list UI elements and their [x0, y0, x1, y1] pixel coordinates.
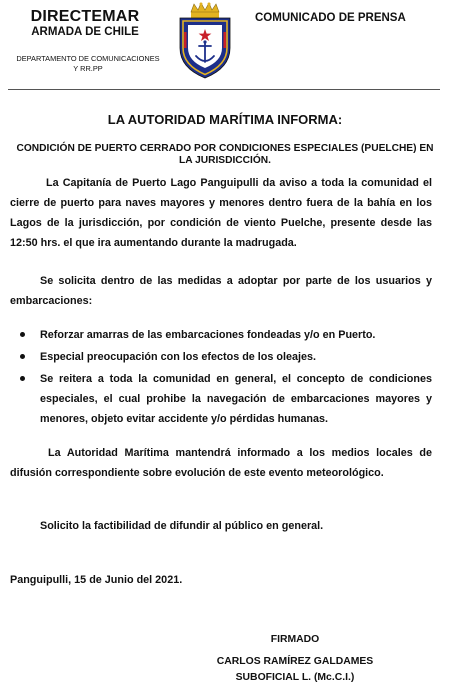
signer-name: CARLOS RAMÍREZ GALDAMES: [216, 656, 374, 667]
document-heading: LA AUTORIDAD MARÍTIMA INFORMA:: [107, 112, 343, 127]
measures-list: [10, 325, 432, 431]
org-title: DIRECTEMAR: [30, 8, 140, 25]
document-subheading: CONDICIÓN DE PUERTO CERRADO POR CONDICIONES ESPECIALES (PUELCHE) EN LA JURISDICCIÓN.: [16, 143, 434, 166]
org-subtitle: ARMADA DE CHILE: [31, 26, 139, 38]
list-item: Especial preocupación con los efectos de los oleajes.: [10, 347, 432, 367]
list-item: Reforzar amarras de las embarcaciones fondeadas y/o en Puerto.: [10, 325, 432, 345]
signer-rank: SUBOFICIAL L. (Mc.C.I.): [235, 672, 355, 683]
crown-icon: [191, 3, 219, 19]
date-line: Panguipulli, 15 de Junio del 2021.: [10, 574, 183, 586]
header-divider: [8, 89, 440, 90]
department-line-1: DEPARTAMENTO DE COMUNICACIONES: [16, 54, 160, 63]
department-name: [8, 54, 168, 74]
paragraph-3: La Autoridad Marítima mantendrá informado a los medios locales de difusión correspondiente sobre evolución de este evento meteorológico.: [10, 447, 432, 479]
navy-crest-icon: [174, 2, 236, 80]
department-line-2: Y RR.PP: [73, 64, 103, 73]
press-release-label: COMUNICADO DE PRENSA: [255, 12, 406, 24]
paragraph-1: La Capitanía de Puerto Lago Panguipulli da aviso a toda la comunidad el cierre de puerto para naves mayores y menores dentro fuera de la bahía en los Lagos de la jurisdicción, por condición de viento Puelche, presente desde las 12:50 hrs. el que ira aumentando durante la madrugada.: [10, 177, 432, 249]
paragraph-2: Se solicita dentro de las medidas a adoptar por parte de los usuarios y embarcaciones:: [10, 275, 432, 307]
list-item: Se reitera a toda la comunidad en general, el concepto de condiciones especiales, el cual prohibe la navegación de embarcaciones mayores y menores, objeto evitar accidente y/o pérdidas humanas.: [10, 369, 432, 429]
signature-label: FIRMADO: [270, 634, 320, 645]
distribution-request: Solicito la factibilidad de difundir al público en general.: [40, 520, 324, 532]
